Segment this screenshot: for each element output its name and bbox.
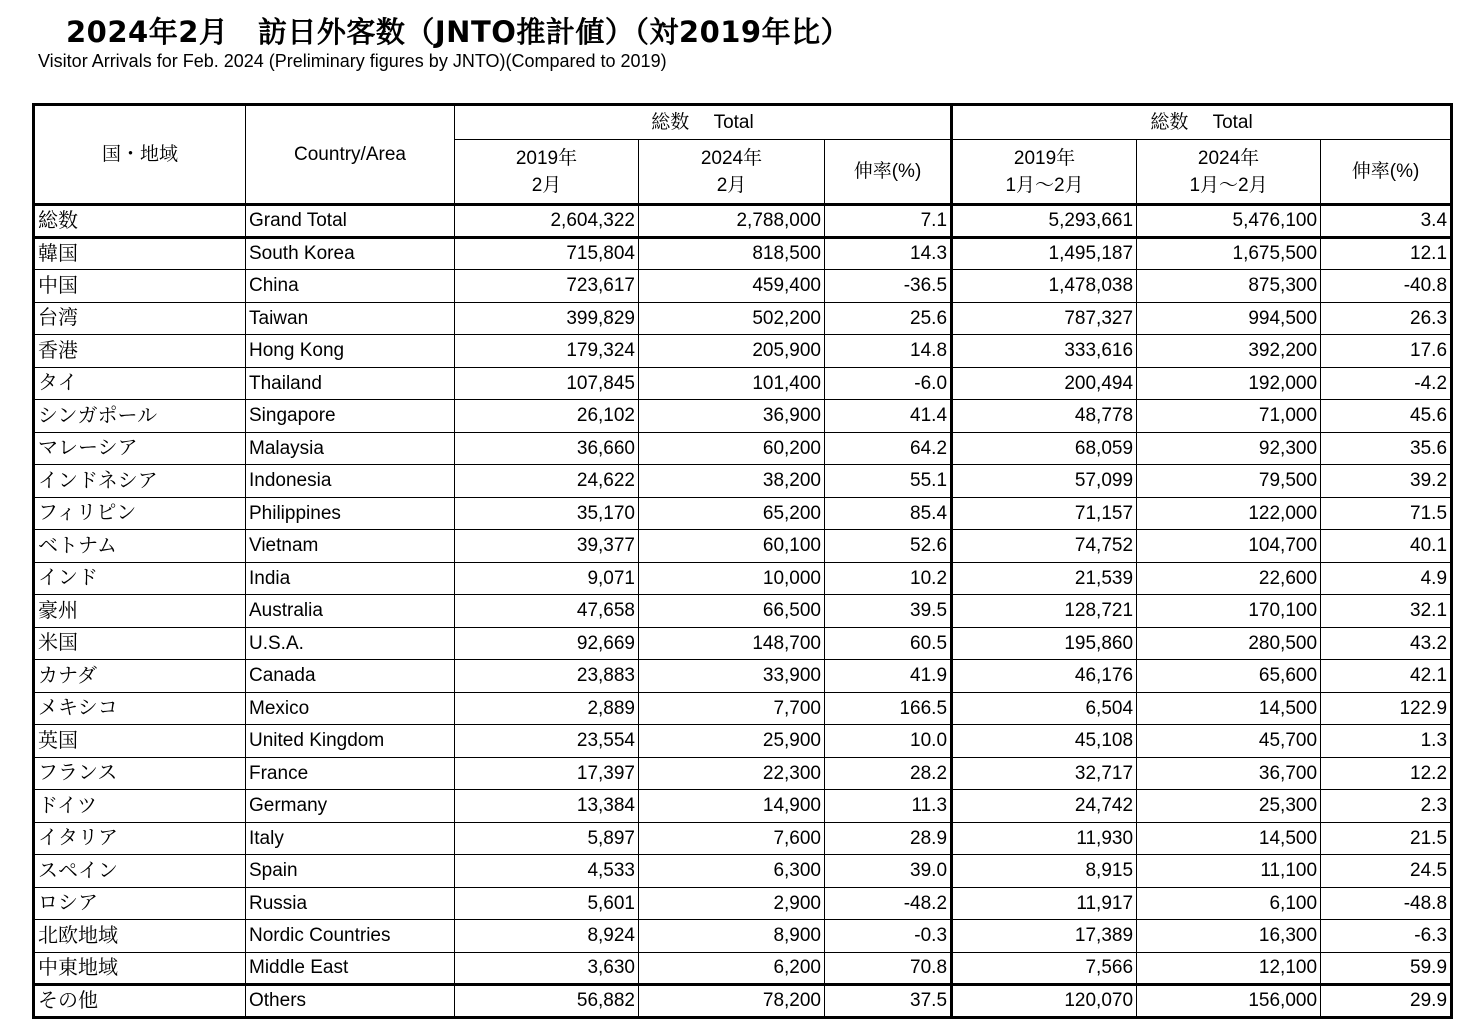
cell-rate-february: -36.5 [825, 270, 952, 303]
table-row [34, 270, 1452, 303]
cell-country-en: Nordic Countries [246, 920, 455, 953]
cell-cum-2019: 17,389 [952, 920, 1137, 953]
cell-feb-2019: 13,384 [455, 790, 639, 823]
cell-feb-2019: 35,170 [455, 497, 639, 530]
cell-feb-2024: 6,300 [639, 855, 825, 888]
cell-feb-2024: 38,200 [639, 465, 825, 498]
cell-cum-2024: 170,100 [1137, 595, 1321, 628]
cell-feb-2024: 36,900 [639, 400, 825, 433]
cell-rate-february: 52.6 [825, 530, 952, 563]
cell-rate-cumulative: 12.2 [1321, 757, 1452, 790]
cell-feb-2024: 14,900 [639, 790, 825, 823]
cell-cum-2019: 200,494 [952, 367, 1137, 400]
cell-country-jp: ベトナム [34, 530, 246, 563]
cell-rate-february: 10.2 [825, 562, 952, 595]
cell-feb-2019: 23,554 [455, 725, 639, 758]
cell-feb-2024: 148,700 [639, 627, 825, 660]
cell-cum-2019: 45,108 [952, 725, 1137, 758]
cell-feb-2019: 2,889 [455, 692, 639, 725]
cell-feb-2024: 60,100 [639, 530, 825, 563]
cell-rate-cumulative: -48.8 [1321, 887, 1452, 920]
cell-country-en: France [246, 757, 455, 790]
header-feb-2019-year: 2019年 [515, 147, 578, 169]
header-rate-february: 伸率(%) [825, 140, 952, 205]
cell-rate-february: 37.5 [825, 985, 952, 1018]
table-row [34, 400, 1452, 433]
cell-country-jp: シンガポール [34, 400, 246, 433]
cell-feb-2019: 39,377 [455, 530, 639, 563]
cell-cum-2024: 994,500 [1137, 302, 1321, 335]
cell-feb-2024: 22,300 [639, 757, 825, 790]
header-cum-2019-year: 2019年 [1013, 147, 1076, 169]
cell-feb-2019: 715,804 [455, 237, 639, 270]
table-row [34, 757, 1452, 790]
cell-cum-2019: 1,495,187 [952, 237, 1137, 270]
cell-country-en: United Kingdom [246, 725, 455, 758]
header-country-jp: 国・地域 [34, 105, 246, 205]
header-cum-2019-months: 1月～2月 [1005, 174, 1084, 196]
cell-feb-2019: 399,829 [455, 302, 639, 335]
cell-cum-2024: 14,500 [1137, 692, 1321, 725]
cell-rate-cumulative: 1.3 [1321, 725, 1452, 758]
table-row [34, 790, 1452, 823]
cell-country-en: Thailand [246, 367, 455, 400]
cell-feb-2024: 60,200 [639, 432, 825, 465]
cell-country-en: Singapore [246, 400, 455, 433]
table-row [34, 985, 1452, 1018]
cell-feb-2024: 7,600 [639, 822, 825, 855]
cell-cum-2024: 79,500 [1137, 465, 1321, 498]
cell-cum-2019: 21,539 [952, 562, 1137, 595]
cell-rate-cumulative: 4.9 [1321, 562, 1452, 595]
cell-rate-cumulative: 29.9 [1321, 985, 1452, 1018]
cell-cum-2019: 71,157 [952, 497, 1137, 530]
cell-rate-cumulative: -6.3 [1321, 920, 1452, 953]
table-row [34, 367, 1452, 400]
cell-feb-2024: 502,200 [639, 302, 825, 335]
cell-cum-2019: 333,616 [952, 335, 1137, 368]
cell-rate-february: -48.2 [825, 887, 952, 920]
page-title: 2024年2月 訪日外客数（JNTO推計値）（対2019年比） [66, 15, 851, 49]
header-cum-2024-year: 2024年 [1197, 147, 1260, 169]
cell-country-en: Malaysia [246, 432, 455, 465]
cell-feb-2019: 17,397 [455, 757, 639, 790]
cell-country-jp: 香港 [34, 335, 246, 368]
cell-country-en: Others [246, 985, 455, 1018]
cell-country-en: Spain [246, 855, 455, 888]
cell-rate-february: -6.0 [825, 367, 952, 400]
cell-rate-cumulative: 12.1 [1321, 237, 1452, 270]
cell-cum-2019: 1,478,038 [952, 270, 1137, 303]
header-feb-2024 [639, 140, 825, 205]
cell-country-jp: インドネシア [34, 465, 246, 498]
table-row [34, 562, 1452, 595]
table-row [34, 595, 1452, 628]
cell-country-en: Italy [246, 822, 455, 855]
table-row [34, 725, 1452, 758]
cell-feb-2024: 6,200 [639, 952, 825, 985]
cell-feb-2019: 36,660 [455, 432, 639, 465]
cell-cum-2019: 74,752 [952, 530, 1137, 563]
cell-country-jp: マレーシア [34, 432, 246, 465]
cell-cum-2019: 787,327 [952, 302, 1137, 335]
cell-feb-2019: 723,617 [455, 270, 639, 303]
cell-feb-2024: 25,900 [639, 725, 825, 758]
cell-feb-2019: 9,071 [455, 562, 639, 595]
cell-feb-2024: 205,900 [639, 335, 825, 368]
header-feb-2024-year: 2024年 [700, 147, 763, 169]
cell-rate-cumulative: 40.1 [1321, 530, 1452, 563]
cell-rate-february: 14.3 [825, 237, 952, 270]
cell-country-en: Hong Kong [246, 335, 455, 368]
cell-cum-2024: 6,100 [1137, 887, 1321, 920]
cell-feb-2024: 2,900 [639, 887, 825, 920]
visitor-arrivals-table [32, 103, 1453, 1019]
cell-rate-february: 70.8 [825, 952, 952, 985]
cell-feb-2024: 65,200 [639, 497, 825, 530]
cell-rate-february: 7.1 [825, 205, 952, 238]
cell-cum-2019: 8,915 [952, 855, 1137, 888]
cell-cum-2024: 45,700 [1137, 725, 1321, 758]
cell-country-en: Vietnam [246, 530, 455, 563]
cell-cum-2024: 36,700 [1137, 757, 1321, 790]
cell-country-en: Indonesia [246, 465, 455, 498]
cell-country-jp: 台湾 [34, 302, 246, 335]
header-rate-cumulative: 伸率(%) [1321, 140, 1452, 205]
cell-country-jp: 韓国 [34, 237, 246, 270]
cell-feb-2019: 107,845 [455, 367, 639, 400]
cell-cum-2024: 392,200 [1137, 335, 1321, 368]
cell-cum-2019: 6,504 [952, 692, 1137, 725]
cell-rate-february: 64.2 [825, 432, 952, 465]
cell-rate-cumulative: 21.5 [1321, 822, 1452, 855]
cell-feb-2024: 8,900 [639, 920, 825, 953]
cell-cum-2024: 22,600 [1137, 562, 1321, 595]
cell-rate-february: 39.0 [825, 855, 952, 888]
cell-feb-2019: 4,533 [455, 855, 639, 888]
cell-cum-2019: 128,721 [952, 595, 1137, 628]
cell-rate-february: 28.9 [825, 822, 952, 855]
cell-country-en: Philippines [246, 497, 455, 530]
cell-cum-2024: 16,300 [1137, 920, 1321, 953]
cell-cum-2024: 65,600 [1137, 660, 1321, 693]
cell-feb-2019: 3,630 [455, 952, 639, 985]
cell-country-en: Taiwan [246, 302, 455, 335]
cell-country-jp: フランス [34, 757, 246, 790]
cell-rate-cumulative: -40.8 [1321, 270, 1452, 303]
cell-feb-2019: 23,883 [455, 660, 639, 693]
cell-rate-cumulative: 17.6 [1321, 335, 1452, 368]
table-row [34, 302, 1452, 335]
cell-rate-february: 166.5 [825, 692, 952, 725]
cell-rate-cumulative: 26.3 [1321, 302, 1452, 335]
cell-rate-cumulative: 39.2 [1321, 465, 1452, 498]
cell-rate-february: 85.4 [825, 497, 952, 530]
cell-rate-cumulative: 45.6 [1321, 400, 1452, 433]
cell-country-jp: カナダ [34, 660, 246, 693]
table-row [34, 692, 1452, 725]
cell-feb-2019: 56,882 [455, 985, 639, 1018]
cell-cum-2024: 5,476,100 [1137, 205, 1321, 238]
cell-feb-2019: 92,669 [455, 627, 639, 660]
cell-cum-2024: 25,300 [1137, 790, 1321, 823]
cell-feb-2019: 2,604,322 [455, 205, 639, 238]
cell-country-en: Middle East [246, 952, 455, 985]
cell-rate-cumulative: 3.4 [1321, 205, 1452, 238]
cell-rate-cumulative: 43.2 [1321, 627, 1452, 660]
cell-cum-2024: 71,000 [1137, 400, 1321, 433]
cell-cum-2019: 7,566 [952, 952, 1137, 985]
page-subtitle: Visitor Arrivals for Feb. 2024 (Preliminary figures by JNTO)(Compared to 2019) [38, 51, 667, 71]
table-row [34, 497, 1452, 530]
cell-country-jp: 北欧地域 [34, 920, 246, 953]
cell-cum-2024: 12,100 [1137, 952, 1321, 985]
cell-rate-february: 60.5 [825, 627, 952, 660]
cell-rate-cumulative: 42.1 [1321, 660, 1452, 693]
cell-rate-february: 39.5 [825, 595, 952, 628]
table-row-grand-total [34, 205, 1452, 238]
cell-rate-cumulative: 59.9 [1321, 952, 1452, 985]
cell-rate-february: 41.9 [825, 660, 952, 693]
table-row [34, 822, 1452, 855]
cell-cum-2024: 104,700 [1137, 530, 1321, 563]
cell-country-jp: タイ [34, 367, 246, 400]
cell-feb-2024: 10,000 [639, 562, 825, 595]
cell-cum-2019: 120,070 [952, 985, 1137, 1018]
cell-cum-2024: 1,675,500 [1137, 237, 1321, 270]
header-group-february: 総数 Total [455, 105, 952, 140]
cell-cum-2024: 122,000 [1137, 497, 1321, 530]
cell-feb-2024: 2,788,000 [639, 205, 825, 238]
cell-cum-2019: 11,917 [952, 887, 1137, 920]
header-cum-2024 [1137, 140, 1321, 205]
cell-country-en: South Korea [246, 237, 455, 270]
cell-country-en: Mexico [246, 692, 455, 725]
cell-rate-cumulative: 32.1 [1321, 595, 1452, 628]
table-row [34, 855, 1452, 888]
cell-cum-2019: 48,778 [952, 400, 1137, 433]
cell-feb-2019: 179,324 [455, 335, 639, 368]
table-row [34, 530, 1452, 563]
cell-cum-2019: 32,717 [952, 757, 1137, 790]
table-row [34, 432, 1452, 465]
cell-cum-2019: 5,293,661 [952, 205, 1137, 238]
cell-country-jp: メキシコ [34, 692, 246, 725]
cell-rate-cumulative: 35.6 [1321, 432, 1452, 465]
header-cum-2019 [952, 140, 1137, 205]
table-body [34, 205, 1452, 1018]
cell-country-en: Canada [246, 660, 455, 693]
cell-country-jp: イタリア [34, 822, 246, 855]
cell-country-en: Grand Total [246, 205, 455, 238]
header-cum-2024-months: 1月～2月 [1189, 174, 1268, 196]
cell-cum-2019: 11,930 [952, 822, 1137, 855]
cell-country-jp: 米国 [34, 627, 246, 660]
cell-cum-2024: 192,000 [1137, 367, 1321, 400]
cell-country-en: India [246, 562, 455, 595]
cell-country-en: China [246, 270, 455, 303]
header-country-en: Country/Area [246, 105, 455, 205]
cell-feb-2019: 8,924 [455, 920, 639, 953]
header-feb-2019 [455, 140, 639, 205]
cell-feb-2024: 33,900 [639, 660, 825, 693]
cell-feb-2019: 5,601 [455, 887, 639, 920]
cell-rate-february: 11.3 [825, 790, 952, 823]
cell-country-en: Australia [246, 595, 455, 628]
cell-rate-february: 41.4 [825, 400, 952, 433]
cell-rate-february: 25.6 [825, 302, 952, 335]
table-row [34, 887, 1452, 920]
cell-rate-cumulative: 71.5 [1321, 497, 1452, 530]
cell-country-jp: 豪州 [34, 595, 246, 628]
cell-country-en: Germany [246, 790, 455, 823]
cell-cum-2024: 280,500 [1137, 627, 1321, 660]
cell-cum-2019: 195,860 [952, 627, 1137, 660]
cell-country-jp: 中国 [34, 270, 246, 303]
cell-cum-2019: 57,099 [952, 465, 1137, 498]
cell-country-en: Russia [246, 887, 455, 920]
table-row [34, 660, 1452, 693]
cell-country-jp: フィリピン [34, 497, 246, 530]
cell-rate-february: 28.2 [825, 757, 952, 790]
table-row [34, 465, 1452, 498]
cell-country-jp: その他 [34, 985, 246, 1018]
cell-feb-2019: 47,658 [455, 595, 639, 628]
cell-feb-2024: 818,500 [639, 237, 825, 270]
cell-feb-2024: 7,700 [639, 692, 825, 725]
table-row [34, 237, 1452, 270]
cell-cum-2019: 46,176 [952, 660, 1137, 693]
cell-feb-2024: 459,400 [639, 270, 825, 303]
table-row [34, 627, 1452, 660]
cell-cum-2024: 11,100 [1137, 855, 1321, 888]
cell-country-jp: インド [34, 562, 246, 595]
cell-cum-2024: 14,500 [1137, 822, 1321, 855]
cell-rate-february: 10.0 [825, 725, 952, 758]
header-feb-2019-month: 2月 [531, 174, 562, 196]
table-row [34, 920, 1452, 953]
cell-rate-february: -0.3 [825, 920, 952, 953]
cell-feb-2024: 78,200 [639, 985, 825, 1018]
cell-rate-cumulative: 2.3 [1321, 790, 1452, 823]
header-feb-2024-month: 2月 [716, 174, 747, 196]
cell-rate-cumulative: 24.5 [1321, 855, 1452, 888]
cell-country-jp: スペイン [34, 855, 246, 888]
cell-rate-february: 55.1 [825, 465, 952, 498]
cell-cum-2019: 24,742 [952, 790, 1137, 823]
cell-feb-2024: 101,400 [639, 367, 825, 400]
cell-country-jp: 英国 [34, 725, 246, 758]
cell-cum-2019: 68,059 [952, 432, 1137, 465]
cell-country-jp: ドイツ [34, 790, 246, 823]
cell-rate-cumulative: -4.2 [1321, 367, 1452, 400]
cell-feb-2019: 5,897 [455, 822, 639, 855]
cell-country-jp: 中東地域 [34, 952, 246, 985]
cell-rate-february: 14.8 [825, 335, 952, 368]
cell-feb-2019: 24,622 [455, 465, 639, 498]
table-row [34, 335, 1452, 368]
header-group-cumulative: 総数 Total [952, 105, 1452, 140]
cell-feb-2019: 26,102 [455, 400, 639, 433]
cell-cum-2024: 92,300 [1137, 432, 1321, 465]
cell-rate-cumulative: 122.9 [1321, 692, 1452, 725]
cell-country-jp: ロシア [34, 887, 246, 920]
table-row [34, 952, 1452, 985]
cell-feb-2024: 66,500 [639, 595, 825, 628]
cell-cum-2024: 156,000 [1137, 985, 1321, 1018]
cell-country-jp: 総数 [34, 205, 246, 238]
cell-cum-2024: 875,300 [1137, 270, 1321, 303]
cell-country-en: U.S.A. [246, 627, 455, 660]
